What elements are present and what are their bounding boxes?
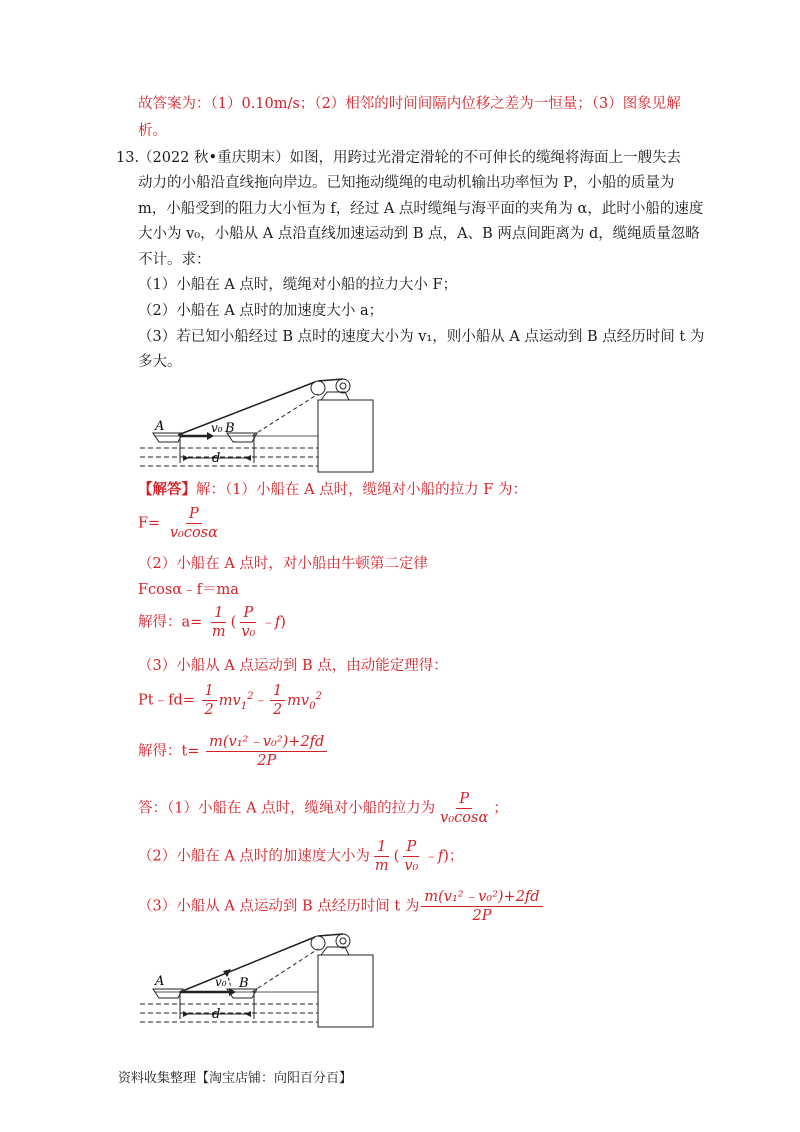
accel-equation: 解得：a= $\frac{1}{m}$ ( $\frac{P}{\text{v₀}}$ ﹣f) (138, 605, 286, 640)
accel-tail: ﹣f (260, 614, 281, 631)
prev-answer-line1: 故答案为：（1）0.10m/s；（2）相邻的时间间隔内位移之差为一恒量；（3）图象见解 (138, 96, 681, 112)
question-line-3: m，小船受到的阻力大小恒为 f，经过 A 点时缆绳与海平面的夹角为 α，此时小船的速度 (138, 201, 704, 217)
boat-pulley-figure-1 (135, 370, 385, 475)
question-sub-2: （2）小船在 A 点时的加速度大小 a； (138, 303, 384, 319)
answer-1 (138, 790, 508, 827)
solution-intro-text: 解：（1）小船在 A 点时，缆绳对小船的拉力 F 为： (196, 482, 527, 498)
answer-2: （2）小船在 A 点时的加速度大小为 $\frac{1}{m}$ ( $\frac{P}{\text{v₀}}$ ﹣f)； (138, 839, 464, 874)
answer-2-outer-num: 1 (374, 838, 389, 857)
question-line-4: 大小为 v₀，小船从 A 点沿直线加速运动到 B 点，A、B 两点间距离为 d，缆绳质量忽略 (138, 226, 700, 242)
force-numerator: P (186, 505, 202, 524)
label-v0-2: v₀ (215, 975, 227, 989)
label-d-2: d (212, 1007, 221, 1022)
prev-answer-line2: 析。 (138, 123, 167, 139)
boat-pulley-figure-2 (135, 925, 385, 1030)
label-a-2: A (155, 974, 165, 989)
half-den-2: 2 (272, 702, 283, 718)
label-v0: v₀ (211, 421, 223, 435)
accel-prefix: 解得：a= (138, 614, 203, 631)
answer-1-den: v₀cosα (440, 810, 489, 826)
energy-equation: Pt﹣fd= $\frac{1}{2}$ $mv_1^2﹣$ $\frac{1}{2}$ $mv_0^2$ (138, 683, 322, 718)
accel-inner-den: v₀ (241, 624, 256, 640)
question-line-1: （2022 秋•重庆期末）如图，用跨过光滑定滑轮的不可伸长的缆绳将海面上一艘失去 (138, 150, 682, 166)
newton-equation: Fcosα﹣f＝ma (138, 582, 239, 598)
solution-step-3: （3）小船从 A 点运动到 B 点，由动能定理得： (138, 658, 448, 674)
label-b-2: B (239, 976, 249, 991)
answer-1-semicolon: ； (493, 800, 508, 817)
half-num-2: 1 (270, 682, 285, 701)
solution-bracket: 【解答】 (138, 481, 196, 498)
footer-text: 资料收集整理【淘宝店铺：向阳百分百】 (118, 1071, 353, 1086)
answer-3-text: （3）小船从 A 点运动到 B 点经历时间 t 为 (138, 898, 420, 915)
question-line-2: 动力的小船沿直线拖向岸边。已知拖动缆绳的电动机输出功率恒为 P，小船的质量为 (138, 175, 675, 191)
question-line-5: 不计。求： (138, 252, 211, 268)
force-lhs: F= (138, 515, 161, 532)
time-equation (138, 733, 329, 770)
time-numerator: m(v₁²﹣v₀²)+2fd (206, 733, 327, 752)
accel-outer-num: 1 (211, 604, 226, 623)
accel-outer-den: m (211, 624, 226, 640)
time-denominator: 2P (257, 753, 277, 769)
answer-3-den: 2P (472, 908, 492, 924)
force-denominator: v₀cosα (169, 525, 218, 541)
label-a: A (155, 419, 165, 434)
label-d: d (212, 451, 221, 466)
shore-building (318, 400, 373, 472)
answer-1-num: P (456, 790, 472, 809)
half-num-1: 1 (202, 682, 217, 701)
answer-2-inner-den: v₀ (404, 858, 419, 874)
answer-1-text: 答：（1）小船在 A 点时，缆绳对小船的拉力为 (138, 800, 436, 817)
question-sub-1: （1）小船在 A 点时，缆绳对小船的拉力大小 F； (138, 277, 458, 293)
question-sub-3-line2: 多大。 (138, 354, 182, 370)
time-prefix: 解得：t= (138, 743, 200, 760)
answer-2-tail: ﹣f (423, 848, 444, 865)
answer-3 (138, 888, 545, 925)
answer-2-outer-den: m (374, 858, 389, 874)
answer-2-text: （2）小船在 A 点时的加速度大小为 (138, 848, 370, 865)
accel-inner-num: P (240, 604, 256, 623)
solution-step-2: （2）小船在 A 点时，对小船由牛顿第二定律 (138, 556, 428, 572)
label-b: B (225, 421, 235, 436)
force-equation (138, 505, 223, 542)
question-sub-3-line1: （3）若已知小船经过 B 点时的速度大小为 v₁，则小船从 A 点运动到 B 点经历时间 t 为 (138, 329, 705, 345)
cable-b (252, 394, 318, 436)
question-number: 13. (116, 150, 140, 166)
answer-2-semicolon: ； (448, 848, 464, 865)
answer-2-inner-num: P (403, 838, 419, 857)
solution-intro (138, 479, 527, 501)
energy-lhs: Pt﹣fd= (138, 692, 195, 709)
answer-3-num: m(v₁²﹣v₀²)+2fd (421, 888, 542, 907)
half-den-1: 2 (204, 702, 214, 718)
